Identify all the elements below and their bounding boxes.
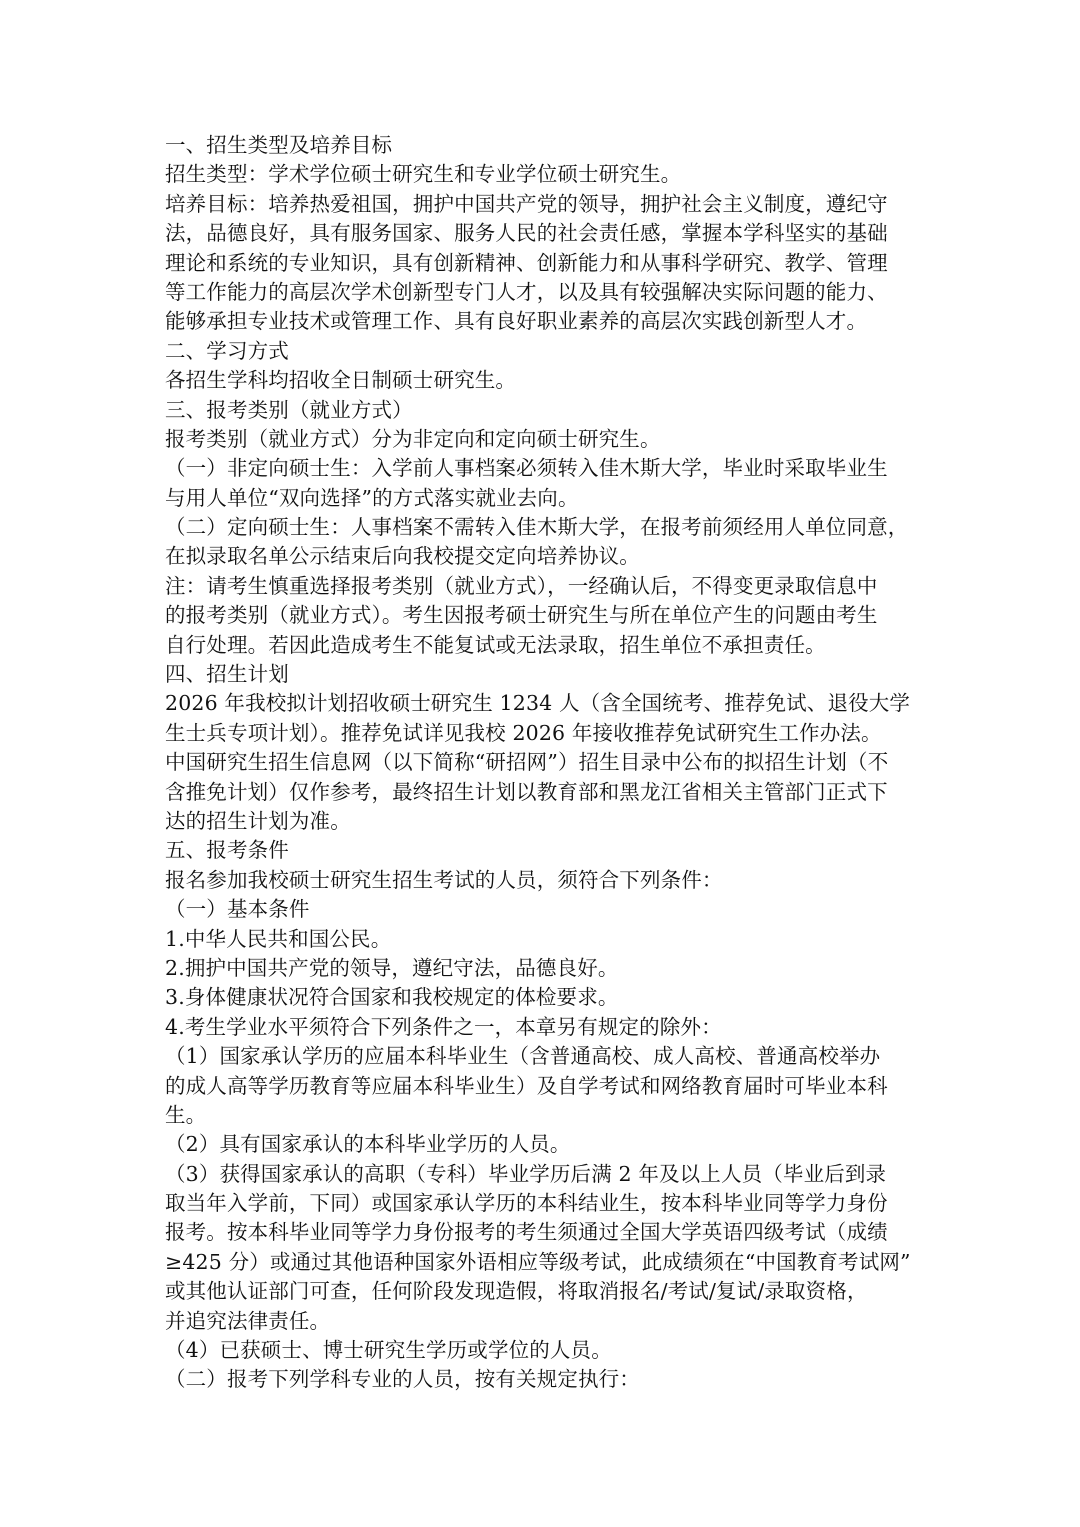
subheading-basic-conditions: （一）基本条件 <box>165 897 310 922</box>
text-line: 报考。按本科毕业同等学力身份报考的考生须通过全国大学英语四级考试（成绩 <box>165 1220 888 1245</box>
list-item: 4.考生学业水平须符合下列条件之一，本章另有规定的除外： <box>165 1014 722 1039</box>
text-line: （2）具有国家承认的本科毕业学历的人员。 <box>165 1132 571 1157</box>
text-line: 能够承担专业技术或管理工作、具有良好职业素养的高层次实践创新型人才。 <box>165 309 868 334</box>
section-heading-application-requirements: 五、报考条件 <box>165 838 289 863</box>
text-line: 中国研究生招生信息网（以下简称“研招网”）招生目录中公布的拟招生计划（不 <box>165 750 889 775</box>
text-line: 并追究法律责任。 <box>165 1308 331 1333</box>
text-line: 各招生学科均招收全日制硕士研究生。 <box>165 368 517 393</box>
list-item: 1.中华人民共和国公民。 <box>165 926 392 951</box>
document-body <box>165 131 925 1395</box>
text-line: （一）非定向硕士生：入学前人事档案必须转入佳木斯大学，毕业时采取毕业生 <box>165 456 888 481</box>
text-line: 的报考类别（就业方式）。考生因报考硕士研究生与所在单位产生的问题由考生 <box>165 603 878 628</box>
text-line: 在拟录取名单公示结束后向我校提交定向培养协议。 <box>165 544 640 569</box>
text-line: 或其他认证部门可查，任何阶段发现造假，将取消报名/考试/复试/录取资格， <box>165 1279 868 1304</box>
text-line: 报名参加我校硕士研究生招生考试的人员，须符合下列条件： <box>165 867 723 892</box>
text-line: 报考类别（就业方式）分为非定向和定向硕士研究生。 <box>165 426 661 451</box>
subheading-specific-disciplines: （二）报考下列学科专业的人员，按有关规定执行： <box>165 1367 640 1392</box>
text-line: ≥425 分）或通过其他语种国家外语相应等级考试，此成绩须在“中国教育考试网” <box>165 1249 911 1274</box>
text-line: 生。 <box>165 1102 207 1127</box>
section-heading-enrollment-plan: 四、招生计划 <box>165 662 289 687</box>
text-line: （4）已获硕士、博士研究生学历或学位的人员。 <box>165 1338 612 1363</box>
text-line: 生士兵专项计划）。推荐免试详见我校 2026 年接收推荐免试研究生工作办法。 <box>165 720 882 745</box>
section-heading-study-mode: 二、学习方式 <box>165 338 289 363</box>
section-heading-admission-types: 一、招生类型及培养目标 <box>165 133 393 157</box>
text-line: （1）国家承认学历的应届本科毕业生（含普通高校、成人高校、普通高校举办 <box>165 1044 881 1069</box>
text-line: （3）获得国家承认的高职（专科）毕业学历后满 2 年及以上人员（毕业后到录 <box>165 1161 887 1186</box>
text-line: 自行处理。若因此造成考生不能复试或无法录取，招生单位不承担责任。 <box>165 632 826 657</box>
text-line: 招生类型：学术学位硕士研究生和专业学位硕士研究生。 <box>165 162 682 187</box>
text-line: 达的招生计划为准。 <box>165 808 351 833</box>
text-line: （二）定向硕士生：人事档案不需转入佳木斯大学，在报考前须经用人单位同意， <box>165 515 909 540</box>
text-line: 2026 年我校拟计划招收硕士研究生 1234 人（含全国统考、推荐免试、退役大学 <box>165 691 911 716</box>
list-item: 2.拥护中国共产党的领导，遵纪守法，品德良好。 <box>165 955 619 980</box>
text-line: 含推免计划）仅作参考，最终招生计划以教育部和黑龙江省相关主管部门正式下 <box>165 779 888 804</box>
text-line: 取当年入学前，下同）或国家承认学历的本科结业生，按本科毕业同等学力身份 <box>165 1191 888 1216</box>
text-line: 注：请考生慎重选择报考类别（就业方式），一经确认后，不得变更录取信息中 <box>165 573 878 598</box>
text-line: 法，品德良好，具有服务国家、服务人民的社会责任感，掌握本学科坚实的基础 <box>165 221 888 246</box>
text-line: 理论和系统的专业知识，具有创新精神、创新能力和从事科学研究、教学、管理 <box>165 250 888 275</box>
list-item: 3.身体健康状况符合国家和我校规定的体检要求。 <box>165 985 619 1010</box>
text-line: 培养目标：培养热爱祖国，拥护中国共产党的领导，拥护社会主义制度，遵纪守 <box>165 191 888 216</box>
text-line: 的成人高等学历教育等应届本科毕业生）及自学考试和网络教育届时可毕业本科 <box>165 1073 888 1098</box>
section-heading-application-category: 三、报考类别（就业方式） <box>165 397 413 422</box>
text-line: 与用人单位“双向选择”的方式落实就业去向。 <box>165 485 579 510</box>
text-line: 等工作能力的高层次学术创新型专门人才，以及具有较强解决实际问题的能力、 <box>165 279 888 304</box>
